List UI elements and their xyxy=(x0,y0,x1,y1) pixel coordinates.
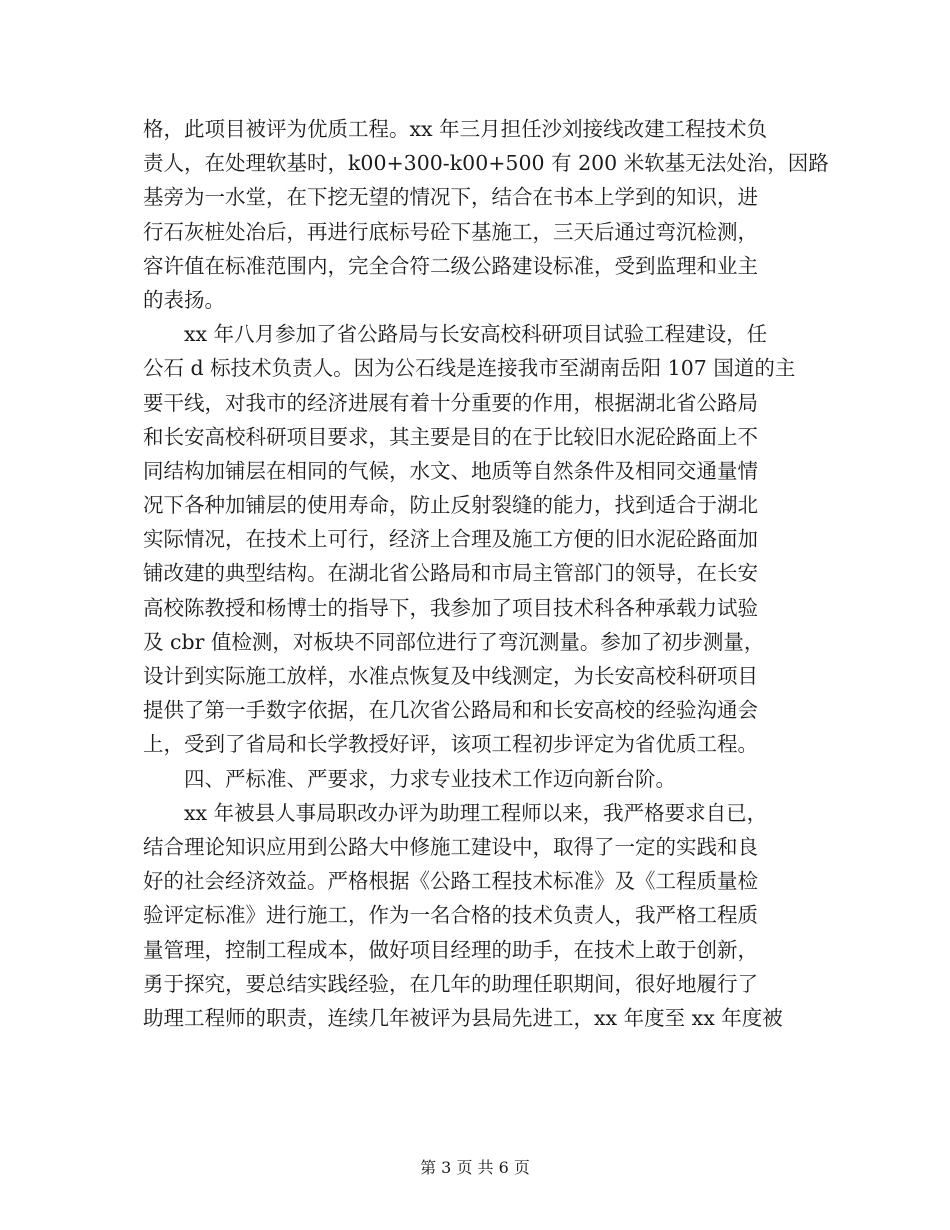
text-line: 勇于探究，要总结实践经验，在几年的助理任职期间，很好地履行了 xyxy=(143,971,758,996)
text-line: 实际情况，在技术上可行，经济上合理及施工方便的旧水泥砼路面加 xyxy=(143,527,758,552)
text-line: 基旁为一水堂，在下挖无望的情况下，结合在书本上学到的知识，进 xyxy=(143,185,758,210)
text-line: 好的社会经济效益。严格根据《公路工程技术标准》及《工程质量检 xyxy=(143,869,758,894)
text-line: 同结构加铺层在相同的气候，水文、地质等自然条件及相同交通量情 xyxy=(143,458,758,483)
text-line: 铺改建的典型结构。在湖北省公路局和市局主管部门的领导，在长安 xyxy=(143,561,758,586)
text-line: 提供了第一手数字依据，在几次省公路局和和长安高校的经验沟通会 xyxy=(143,698,758,723)
text-line: 要干线，对我市的经济进展有着十分重要的作用，根据湖北省公路局 xyxy=(143,390,758,415)
text-line: 容许值在标准范围内，完全合符二级公路建设标准，受到监理和业主 xyxy=(143,253,758,278)
text-line: 设计到实际施工放样，水准点恢复及中线测定，为长安高校科研项目 xyxy=(143,664,758,688)
page-number: 第 3 页 共 6 页 xyxy=(420,1158,530,1177)
text-line: 行石灰桩处冶后，再进行底标号砼下基施工，三天后通过弯沉检测， xyxy=(143,219,758,244)
text-line: 上，受到了省局和长学教授好评，该项工程初步评定为省优质工程。 xyxy=(143,732,758,757)
text-line: 况下各种加铺层的使用寿命，防止反射裂缝的能力，找到适合于湖北 xyxy=(143,493,758,518)
body-text xyxy=(143,112,829,1035)
text-line: 的表扬。 xyxy=(143,287,225,312)
text-line: 公石 d 标技术负责人。因为公石线是连接我市至湖南岳阳 107 国道的主 xyxy=(143,356,796,381)
text-line: xx 年被县人事局职改办评为助理工程师以来，我严格要求自已， xyxy=(143,800,768,825)
text-line: xx 年八月参加了省公路局与长安高校科研项目试验工程建设，任 xyxy=(143,322,768,347)
section-heading: 四、严标准、严要求，力求专业技术工作迈向新台阶。 xyxy=(143,766,676,791)
text-line: 验评定标准》进行施工，作为一名合格的技术负责人，我严格工程质 xyxy=(143,903,758,928)
text-line: 及 cbr 值检测，对板块不同部位进行了弯沉测量。参加了初步测量， xyxy=(143,629,765,654)
page-footer xyxy=(0,1155,950,1178)
text-line: 责人，在处理软基时，k00+300-k00+500 有 200 米软基无法处治，因路 xyxy=(143,151,829,176)
text-line: 结合理论知识应用到公路大中修施工建设中，取得了一定的实践和良 xyxy=(143,834,758,859)
text-line: 量管理，控制工程成本，做好项目经理的助手，在技术上敢于创新， xyxy=(143,937,758,962)
text-line: 助理工程师的职责，连续几年被评为县局先进工，xx 年度至 xx 年度被 xyxy=(143,1005,783,1030)
text-line: 高校陈教授和杨博士的指导下，我参加了项目技术科各种承载力试验 xyxy=(143,595,758,620)
text-line: 和长安高校科研项目要求，其主要是目的在于比较旧水泥砼路面上不 xyxy=(143,424,758,449)
text-line: 格，此项目被评为优质工程。xx 年三月担任沙刘接线改建工程技术负 xyxy=(143,117,768,141)
